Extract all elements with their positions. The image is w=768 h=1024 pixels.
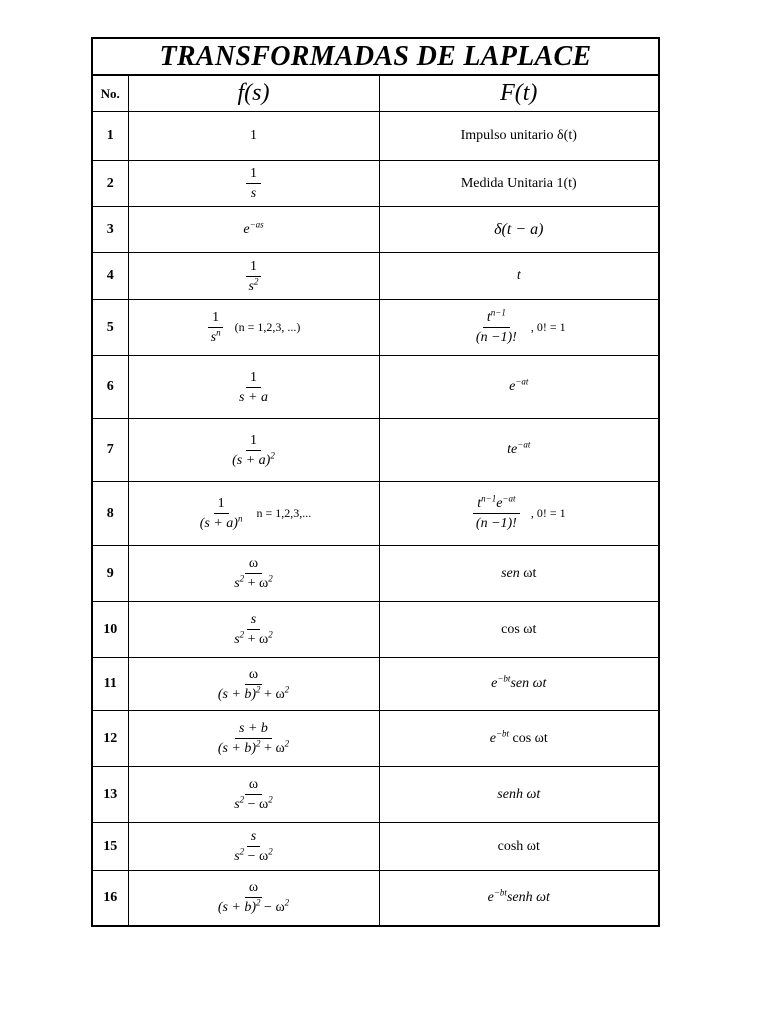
fraction: [472, 493, 521, 531]
row-number: 8: [92, 482, 128, 546]
den-exp: 2: [284, 683, 290, 694]
fraction: [230, 612, 277, 647]
fs-cell: [128, 602, 379, 658]
denominator: [207, 328, 225, 345]
den-exp: 2: [239, 846, 245, 857]
denominator: [230, 795, 277, 812]
den-a: s: [234, 797, 240, 812]
den-base: s: [210, 330, 217, 345]
ft-rest: sen ωt: [510, 676, 547, 691]
num-exp2: −at: [502, 493, 516, 504]
fraction: [245, 259, 263, 294]
numerator: ω: [245, 777, 262, 795]
num-b: e: [496, 496, 503, 511]
den-a: s: [234, 849, 240, 864]
row-number: 16: [92, 871, 128, 926]
denominator: [230, 847, 277, 864]
exponent: −bt: [495, 727, 510, 738]
ft-cell: [379, 711, 659, 767]
base: e: [491, 676, 498, 691]
numerator: 1: [246, 370, 261, 388]
fs-cell: [128, 356, 379, 419]
numerator: 1: [208, 310, 223, 328]
denominator: [214, 898, 293, 915]
ft-cell: cos ωt: [379, 602, 659, 658]
den-exp: 2: [268, 794, 273, 805]
fs-note: n = 1,2,3,...: [256, 506, 312, 521]
exponent: −at: [517, 439, 531, 450]
den-b: − ω: [244, 797, 269, 812]
ft-cell: t: [379, 253, 659, 300]
num-base: t: [486, 310, 491, 325]
numerator: s: [247, 829, 260, 847]
fs-cell: [128, 711, 379, 767]
table-title: TRANSFORMADAS DE LAPLACE: [92, 38, 659, 75]
numerator: ω: [245, 556, 262, 574]
base: e: [243, 221, 250, 237]
fraction: [228, 433, 279, 468]
fraction: [230, 829, 277, 864]
table-row: [92, 658, 659, 711]
denominator: (n −1)!: [475, 516, 517, 531]
den-exp: 2: [256, 683, 261, 694]
row-number: 6: [92, 356, 128, 419]
fraction: [214, 667, 293, 702]
den-exp: 2: [268, 846, 273, 857]
row-number: 13: [92, 767, 128, 823]
num-exp: n−1: [490, 307, 506, 318]
fraction: [214, 880, 293, 915]
fraction: [230, 556, 277, 591]
den-exp: 2: [284, 738, 290, 749]
denominator: [245, 277, 263, 294]
header-row: [92, 75, 659, 112]
row-number: 5: [92, 300, 128, 356]
den-exp: 2: [270, 449, 275, 460]
row-number: 9: [92, 546, 128, 602]
ft-cell: Impulso unitario δ(t): [379, 112, 659, 161]
den-base: (s + a): [232, 452, 271, 468]
denominator: [214, 685, 293, 702]
den-exp: 2: [268, 629, 273, 640]
row-number: 4: [92, 253, 128, 300]
table-row: [92, 871, 659, 926]
numerator: ω: [245, 880, 262, 898]
fs-cell: [128, 823, 379, 871]
laplace-table: [91, 37, 660, 927]
numerator: s: [247, 612, 260, 630]
row-number: 1: [92, 112, 128, 161]
numerator: 1: [246, 259, 261, 277]
exponent: −at: [515, 376, 529, 387]
ft-cell: senh ωt: [379, 767, 659, 823]
ft-cell: [379, 871, 659, 926]
row-number: 3: [92, 207, 128, 253]
fs-cell: [128, 871, 379, 926]
denominator: s + a: [239, 389, 268, 405]
fs-cell: [128, 658, 379, 711]
fs-cell: [128, 161, 379, 207]
fs-cell: [128, 482, 379, 546]
den-a: (s + b): [217, 741, 257, 756]
den-b: − ω: [244, 849, 269, 864]
ft-cell: Medida Unitaria 1(t): [379, 161, 659, 207]
row-number: 12: [92, 711, 128, 767]
den-exp: 2: [256, 738, 261, 749]
fs-cell: [128, 207, 379, 253]
den-b: − ω: [260, 900, 285, 916]
ft-note: , 0! = 1: [530, 506, 566, 521]
den-b: + ω: [244, 576, 269, 591]
fs-note: (n = 1,2,3, ...): [234, 320, 301, 335]
table-row: [92, 823, 659, 871]
table-row: [92, 602, 659, 658]
den-exp: 2: [239, 629, 245, 640]
fraction: [214, 721, 293, 756]
den-base: s: [248, 278, 254, 294]
ft-cell: cosh ωt: [379, 823, 659, 871]
ft-cell: [379, 546, 659, 602]
den-base: (s + a): [199, 516, 238, 531]
fraction: [230, 777, 277, 812]
table-row: [92, 767, 659, 823]
den-exp: 2: [253, 275, 259, 286]
den-b: + ω: [260, 686, 285, 702]
exponent: −as: [249, 218, 264, 229]
den-exp: n: [216, 327, 221, 338]
denominator: [228, 451, 279, 468]
den-b: + ω: [244, 632, 269, 647]
exponent: −bt: [493, 887, 507, 898]
den-a: (s + b): [217, 686, 257, 702]
row-number: 7: [92, 419, 128, 482]
den-b: + ω: [260, 741, 285, 756]
table-row: [92, 300, 659, 356]
base: e: [489, 730, 496, 746]
den-a: s: [234, 632, 240, 647]
fs-cell: [128, 253, 379, 300]
base: e: [487, 889, 494, 905]
row-number: 2: [92, 161, 128, 207]
fraction: [196, 496, 247, 531]
numerator: [473, 493, 519, 514]
fraction: [472, 307, 521, 345]
denominator: [230, 630, 277, 647]
ft-cell: δ(t − a): [379, 207, 659, 253]
num-exp1: n−1: [481, 493, 497, 504]
exponent: −bt: [497, 673, 511, 684]
den-exp: 2: [239, 794, 245, 805]
table-row: [92, 711, 659, 767]
den-exp: 2: [239, 573, 245, 584]
num-a: t: [477, 496, 482, 511]
fs-cell: [128, 300, 379, 356]
ft-rest: cos ωt: [509, 730, 548, 746]
header-fs: f(s): [128, 75, 379, 112]
numerator: ω: [245, 667, 262, 685]
table-row: [92, 419, 659, 482]
fs-cell: [128, 546, 379, 602]
table-row: [92, 482, 659, 546]
denominator: [196, 514, 247, 531]
numerator: 1: [246, 166, 261, 184]
den-exp: 2: [268, 573, 273, 584]
den-exp: 2: [256, 897, 261, 908]
header-no: No.: [92, 75, 128, 112]
den-exp: n: [237, 513, 243, 524]
ft-cell: [379, 482, 659, 546]
ft-note: , 0! = 1: [530, 320, 566, 335]
fs-cell: [128, 767, 379, 823]
numerator: s + b: [235, 721, 272, 739]
fraction: [235, 370, 272, 405]
fs-cell: [128, 419, 379, 482]
ft-cell: [379, 300, 659, 356]
ft-cell: [379, 419, 659, 482]
table-row: [92, 112, 659, 161]
ft-cell: [379, 658, 659, 711]
table-row: [92, 253, 659, 300]
numerator: 1: [246, 433, 261, 451]
fraction: [207, 310, 225, 345]
ft-rest: senh ωt: [506, 889, 550, 905]
table-row: [92, 546, 659, 602]
den-a: s: [234, 576, 240, 591]
header-ft: F(t): [379, 75, 659, 112]
base: e: [509, 379, 516, 394]
fraction: [246, 166, 261, 201]
fs-cell: 1: [128, 112, 379, 161]
denominator: [214, 739, 293, 756]
ft-b: ωt: [523, 565, 537, 581]
base: te: [507, 442, 518, 457]
numerator: [483, 307, 510, 328]
denominator: [230, 574, 277, 591]
denominator: s: [250, 186, 257, 201]
table-row: [92, 207, 659, 253]
ft-a: sen: [501, 565, 524, 581]
row-number: 11: [92, 658, 128, 711]
table-row: [92, 356, 659, 419]
den-exp: 2: [284, 897, 290, 908]
ft-cell: [379, 356, 659, 419]
row-number: 15: [92, 823, 128, 871]
denominator: (n −1)!: [475, 330, 517, 345]
den-a: (s + b): [217, 900, 257, 916]
numerator: 1: [214, 496, 229, 514]
row-number: 10: [92, 602, 128, 658]
table-row: [92, 161, 659, 207]
